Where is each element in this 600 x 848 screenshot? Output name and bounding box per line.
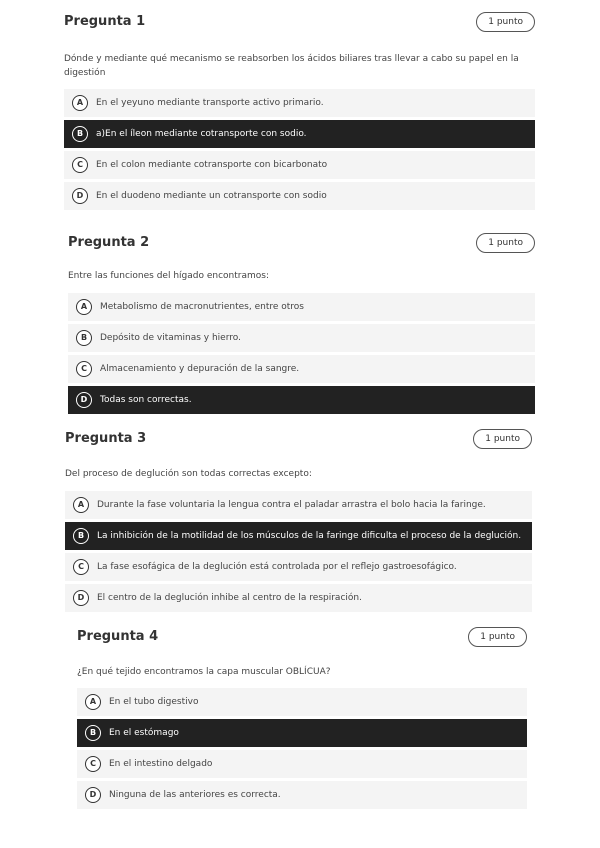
question-title: Pregunta 4 bbox=[77, 629, 159, 644]
option-text: La fase esofágica de la deglución está controlada por el reflejo gastroesofágico. bbox=[97, 562, 457, 572]
question-text bbox=[77, 665, 331, 679]
option-text: Depósito de vitaminas y hierro. bbox=[100, 333, 241, 343]
option-letter: B bbox=[76, 330, 92, 346]
question-text bbox=[64, 52, 519, 80]
option-c[interactable] bbox=[68, 355, 535, 383]
option-text: En el duodeno mediante un cotransporte con sodio bbox=[96, 191, 327, 201]
question-header bbox=[65, 429, 532, 453]
question-text-line: Dónde y mediante qué mecanismo se reabsorben los ácidos biliares tras llevar a cabo su papel en la bbox=[64, 54, 519, 64]
question-3 bbox=[65, 429, 532, 603]
option-b[interactable] bbox=[65, 522, 532, 550]
option-b[interactable] bbox=[64, 120, 535, 148]
option-c[interactable] bbox=[64, 151, 535, 179]
option-text: Durante la fase voluntaria la lengua contra el paladar arrastra el bolo hacia la faringe. bbox=[97, 500, 486, 510]
option-d[interactable] bbox=[77, 781, 527, 809]
options-list bbox=[68, 293, 535, 417]
options-list bbox=[64, 89, 535, 213]
option-letter: A bbox=[72, 95, 88, 111]
option-letter: B bbox=[85, 725, 101, 741]
option-letter: C bbox=[72, 157, 88, 173]
question-1 bbox=[64, 12, 535, 201]
option-d[interactable] bbox=[65, 584, 532, 612]
option-a[interactable] bbox=[68, 293, 535, 321]
question-text-line: Entre las funciones del hígado encontramos: bbox=[68, 271, 269, 281]
option-letter: A bbox=[85, 694, 101, 710]
option-letter: D bbox=[76, 392, 92, 408]
question-header bbox=[68, 233, 535, 257]
question-text-line: ¿En qué tejido encontramos la capa muscular OBLÍCUA? bbox=[77, 667, 331, 677]
option-b[interactable] bbox=[77, 719, 527, 747]
option-text: En el tubo digestivo bbox=[109, 697, 199, 707]
option-text: En el colon mediante cotransporte con bicarbonato bbox=[96, 160, 328, 170]
points-badge: 1 punto bbox=[476, 12, 535, 32]
question-text-line: digestión bbox=[64, 68, 106, 78]
options-list bbox=[65, 491, 532, 615]
option-letter: A bbox=[76, 299, 92, 315]
option-d[interactable] bbox=[64, 182, 535, 210]
option-c[interactable] bbox=[65, 553, 532, 581]
question-header bbox=[64, 12, 535, 36]
points-badge: 1 punto bbox=[473, 429, 532, 449]
question-text-line: Del proceso de deglución son todas correctas excepto: bbox=[65, 469, 312, 479]
question-text bbox=[68, 269, 269, 283]
option-text: El centro de la deglución inhibe al centro de la respiración. bbox=[97, 593, 362, 603]
option-letter: C bbox=[73, 559, 89, 575]
option-text: a)En el íleon mediante cotransporte con sodio. bbox=[96, 129, 307, 139]
option-a[interactable] bbox=[65, 491, 532, 519]
option-text: En el estómago bbox=[109, 728, 179, 738]
option-letter: B bbox=[73, 528, 89, 544]
question-text bbox=[65, 467, 312, 481]
option-a[interactable] bbox=[64, 89, 535, 117]
question-header bbox=[77, 627, 527, 651]
question-title: Pregunta 2 bbox=[68, 235, 150, 250]
points-badge: 1 punto bbox=[476, 233, 535, 253]
question-2 bbox=[68, 233, 535, 405]
option-a[interactable] bbox=[77, 688, 527, 716]
option-text: Ninguna de las anteriores es correcta. bbox=[109, 790, 281, 800]
points-badge: 1 punto bbox=[468, 627, 527, 647]
option-letter: C bbox=[85, 756, 101, 772]
option-text: En el intestino delgado bbox=[109, 759, 213, 769]
option-text: La inhibición de la motilidad de los músculos de la faringe dificulta el proceso de la deglución. bbox=[97, 531, 522, 541]
option-d[interactable] bbox=[68, 386, 535, 414]
option-text: Almacenamiento y depuración de la sangre. bbox=[100, 364, 300, 374]
question-title: Pregunta 3 bbox=[65, 431, 147, 446]
option-letter: D bbox=[72, 188, 88, 204]
option-text: En el yeyuno mediante transporte activo primario. bbox=[96, 98, 324, 108]
option-letter: B bbox=[72, 126, 88, 142]
option-letter: A bbox=[73, 497, 89, 513]
option-text: Metabolismo de macronutrientes, entre otros bbox=[100, 302, 304, 312]
option-b[interactable] bbox=[68, 324, 535, 352]
option-letter: D bbox=[85, 787, 101, 803]
options-list bbox=[77, 688, 527, 812]
option-c[interactable] bbox=[77, 750, 527, 778]
question-4 bbox=[77, 627, 527, 800]
option-letter: C bbox=[76, 361, 92, 377]
option-letter: D bbox=[73, 590, 89, 606]
option-text: Todas son correctas. bbox=[100, 395, 192, 405]
question-title: Pregunta 1 bbox=[64, 14, 146, 29]
